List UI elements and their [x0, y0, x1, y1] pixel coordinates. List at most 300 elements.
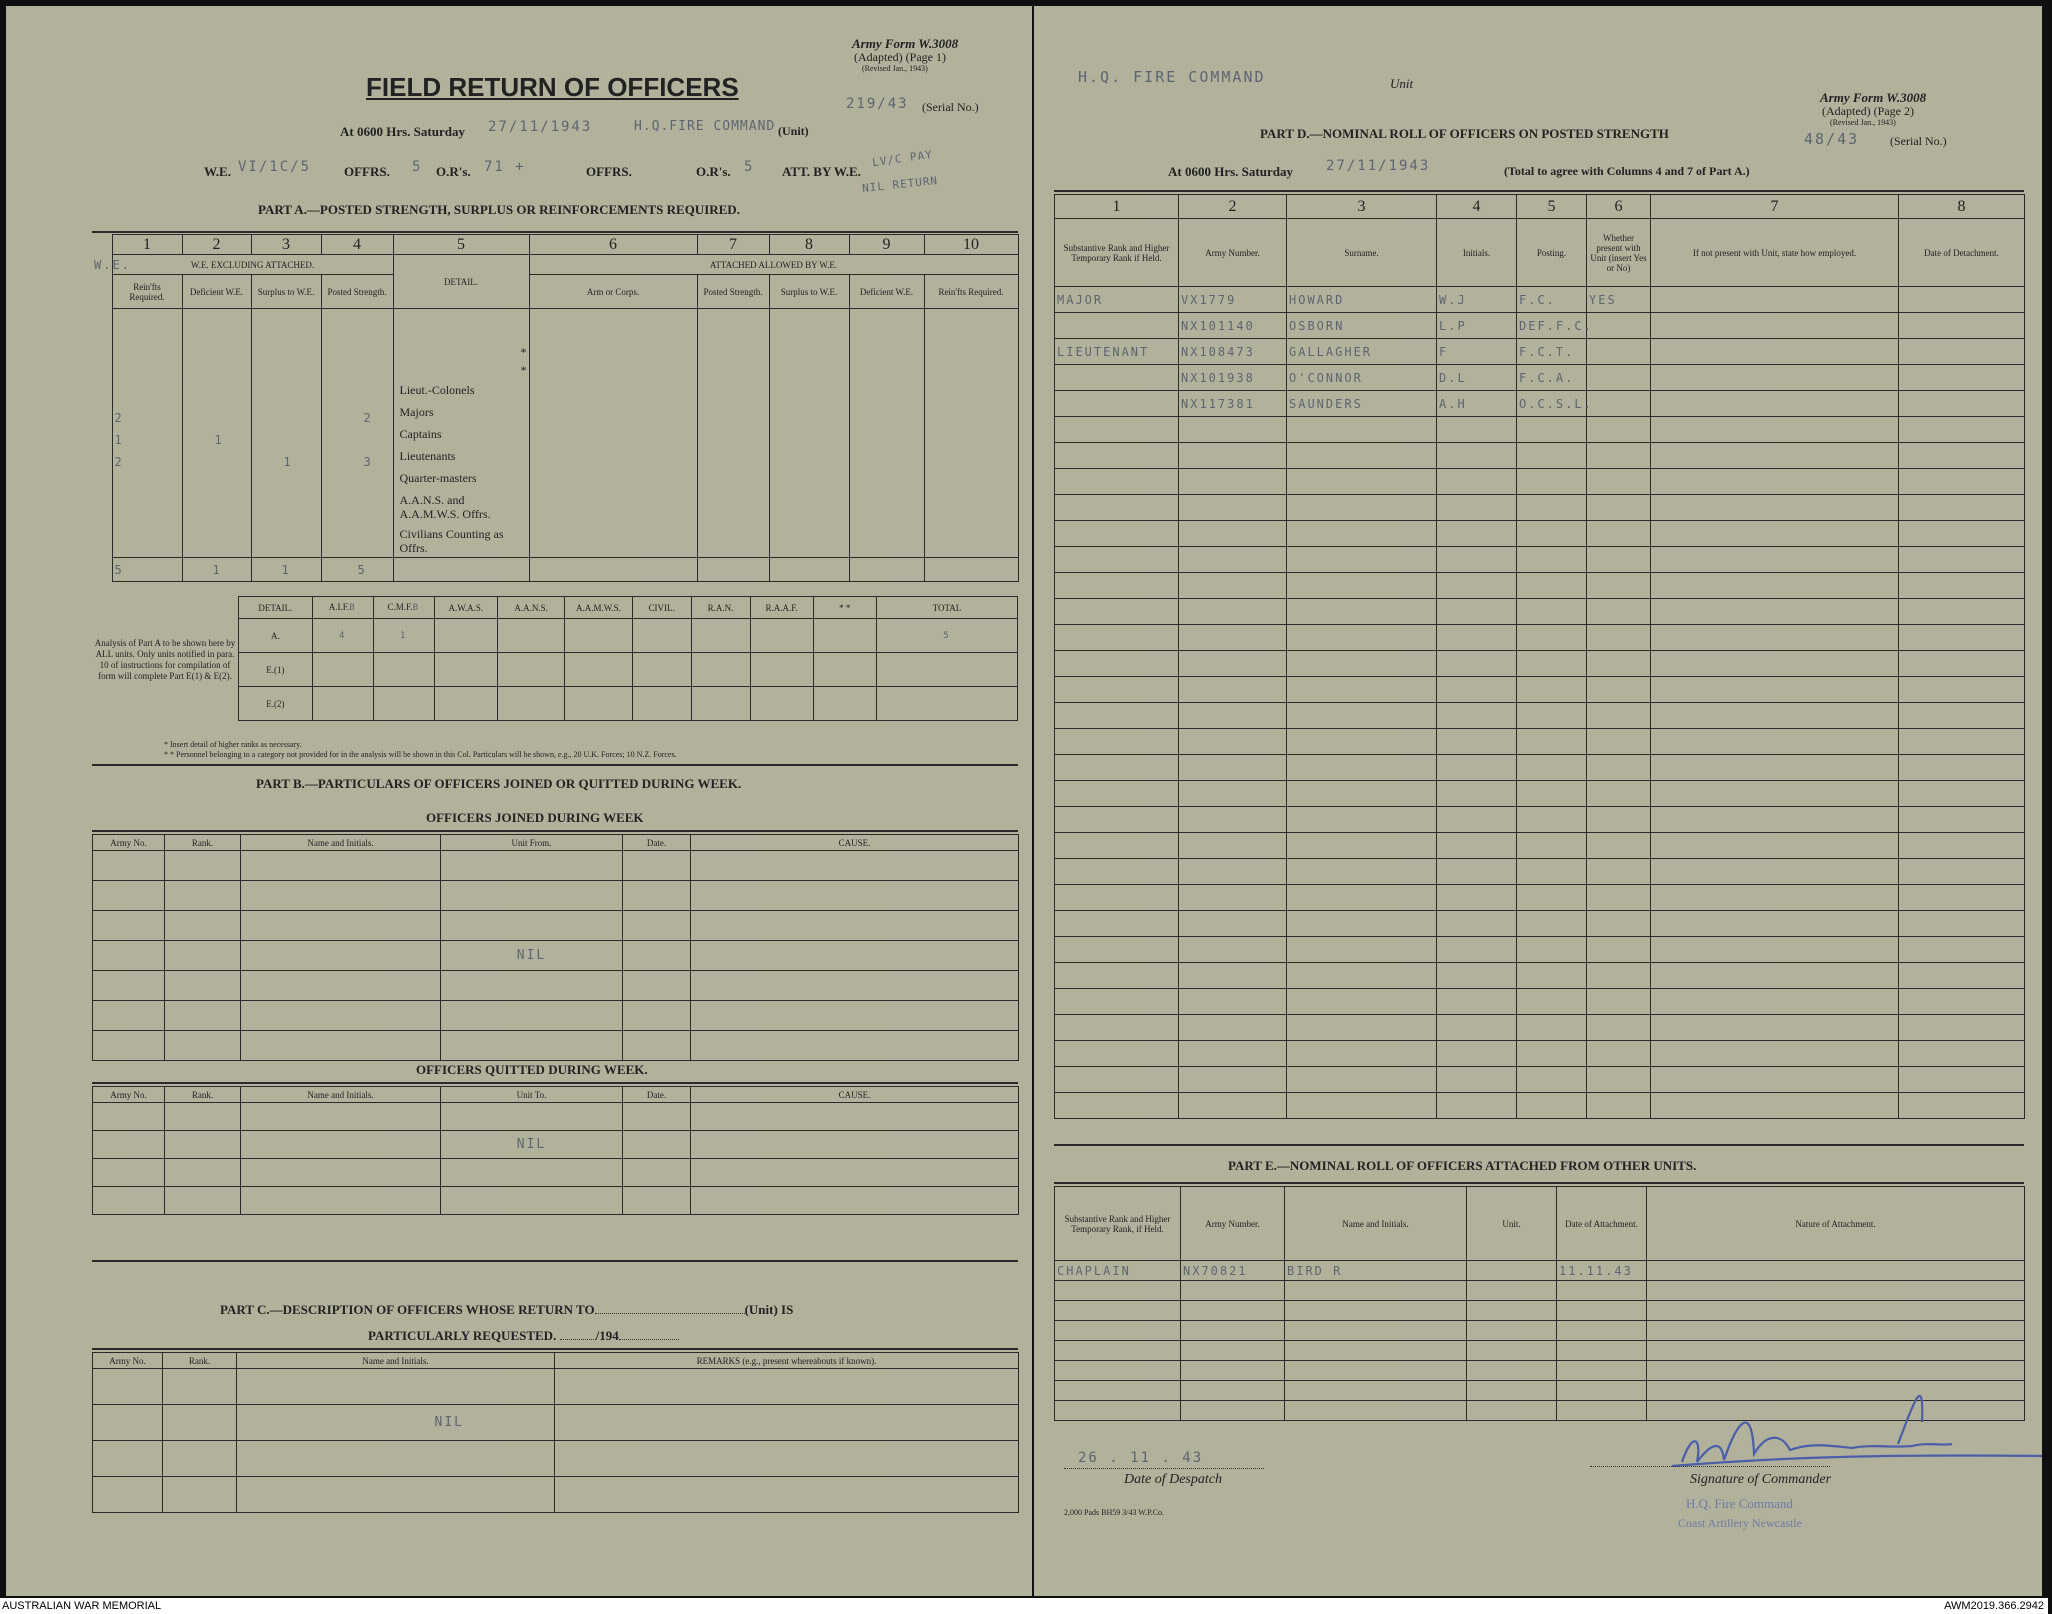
form-id: Army Form W.3008	[852, 36, 959, 51]
side-note-2: NIL RETURN	[861, 174, 939, 195]
part-d-cell	[1055, 547, 1179, 573]
part-d-cell	[1517, 989, 1587, 1015]
part-d-cell	[1055, 729, 1179, 755]
part-e-cell	[1647, 1321, 2025, 1341]
rank-label: Lieutenants	[399, 449, 456, 463]
part-d-row	[1055, 1093, 2025, 1119]
ors2-label: O.R's.	[696, 164, 731, 179]
part-c-head: REMARKS (e.g., present whereabouts if known).	[555, 1353, 1019, 1369]
part-d-cell	[1055, 859, 1179, 885]
part-e-cell	[1181, 1301, 1285, 1321]
part-d-cell	[1899, 703, 2025, 729]
part-d-cell	[1287, 755, 1437, 781]
col-num: 1	[112, 235, 182, 255]
part-d-cell	[1651, 1041, 1899, 1067]
part-d-cell	[1437, 963, 1517, 989]
detail-header: DETAIL.	[393, 255, 529, 309]
quitted-head: Name and Initials.	[241, 1087, 441, 1103]
part-d-cell	[1287, 781, 1437, 807]
joined-head: Unit From.	[441, 835, 623, 851]
joined-rule	[92, 830, 1018, 832]
part-d-cell	[1899, 625, 2025, 651]
part-e-head: Nature of Attachment.	[1647, 1187, 2025, 1261]
part-d-cell	[1651, 781, 1899, 807]
part-d-cell-number: NX117381	[1179, 391, 1287, 417]
part-d-cell	[1287, 677, 1437, 703]
part-d-cell	[1587, 573, 1651, 599]
part-d-cell	[1287, 1067, 1437, 1093]
part-d-cell	[1437, 547, 1517, 573]
col-head: Posted Strength.	[321, 275, 393, 309]
part-d-cell	[1179, 859, 1287, 885]
part-e-cell	[1557, 1341, 1647, 1361]
col-num: 9	[849, 235, 924, 255]
analysis-row: E.(1)	[239, 653, 313, 687]
part-d-cell	[1899, 573, 2025, 599]
part-d-row	[1055, 287, 2025, 313]
part-e-top-rule	[1054, 1182, 2024, 1184]
part-d-cell	[1287, 911, 1437, 937]
part-e-cell	[1181, 1341, 1285, 1361]
part-d-cell	[1287, 573, 1437, 599]
col-num: 10	[924, 235, 1018, 255]
part-d-cell	[1517, 651, 1587, 677]
col-num: 1	[1055, 195, 1179, 219]
part-d-cell	[1055, 521, 1179, 547]
part-d-row	[1055, 547, 2025, 573]
part-d-cell	[1517, 703, 1587, 729]
part-d-cell	[1517, 963, 1587, 989]
archive-item-id: AWM2019.366.2942	[1944, 1600, 2044, 1612]
part-d-cell-posting: DEF.F.C.	[1517, 313, 1587, 339]
part-d-cell	[1179, 651, 1287, 677]
part-d-cell	[1651, 1093, 1899, 1119]
part-d-cell	[1899, 963, 2025, 989]
part-d-cell	[1179, 729, 1287, 755]
col-head: Whether present with Unit (insert Yes or No)	[1587, 219, 1651, 287]
part-d-cell	[1899, 833, 2025, 859]
col-head: Rein'fts Required.	[112, 275, 182, 309]
part-d-cell	[1651, 937, 1899, 963]
part-d-cell	[1651, 963, 1899, 989]
part-d-cell	[1899, 365, 2025, 391]
part-c-nil: NIL	[237, 1405, 555, 1441]
part-d-cell-present	[1587, 365, 1651, 391]
part-b-bottom-rule	[92, 1260, 1018, 1262]
part-e-cell-name: BIRD R	[1285, 1261, 1467, 1281]
part-d-cell	[1651, 989, 1899, 1015]
part-c-title-1	[220, 1302, 793, 1318]
part-d-cell	[1587, 625, 1651, 651]
part-d-cell-number: NX108473	[1179, 339, 1287, 365]
part-d-title: PART D.—NOMINAL ROLL OF OFFICERS ON POSTED STRENGTH	[1260, 126, 1669, 141]
part-d-cell	[1287, 469, 1437, 495]
part-d-cell	[1055, 703, 1179, 729]
part-d-cell	[1587, 521, 1651, 547]
part-d-date: 27/11/1943	[1326, 158, 1431, 174]
part-d-cell	[1899, 287, 2025, 313]
part-d-cell	[1517, 755, 1587, 781]
part-e-cell	[1055, 1281, 1181, 1301]
part-a-bottom-rule	[92, 764, 1018, 766]
part-d-cell-initials: F	[1437, 339, 1517, 365]
part-e-cell	[1647, 1341, 2025, 1361]
part-d-cell	[1587, 469, 1651, 495]
unit-value: H.Q. FIRE COMMAND	[1078, 68, 1266, 86]
part-e-row	[1055, 1341, 2025, 1361]
col-num: 6	[529, 235, 697, 255]
part-d-row	[1055, 573, 2025, 599]
part-d-cell	[1587, 1067, 1651, 1093]
part-d-cell	[1437, 469, 1517, 495]
part-d-cell	[1517, 495, 1587, 521]
part-d-cell	[1899, 989, 2025, 1015]
part-d-row	[1055, 729, 2025, 755]
quitted-rule	[92, 1082, 1018, 1084]
part-d-cell	[1179, 443, 1287, 469]
part-d-cell	[1055, 807, 1179, 833]
quitted-table	[92, 1086, 1019, 1215]
part-d-cell	[1899, 417, 2025, 443]
part-d-cell	[1055, 417, 1179, 443]
part-a-table: 1 2 3 4 5 6 7 8 9 10 W.E. W.E. EXCLUDING ATTACHED. DETAIL. ATTACHED ALLOWED BY W.E. Rein'fts Required. Deficient W.E. Surplus to W.E. Posted Strength. Arm or Corps. Posted Strength. Surplus to W.E. Deficient W.E. Rein'fts Required. 2 1 2 1 1 2 3 * * Lieut.-Colonels Majors Captains Lieutenants Quarter-masters A.A.N.S. and A.A.M.W.S. Offrs. Civilians Counting as Offrs. 5 1 1 5	[92, 234, 1019, 582]
analysis-row: A.	[239, 619, 313, 653]
part-d-cell	[1287, 807, 1437, 833]
offrs-value: 5	[412, 159, 423, 175]
part-d-cell	[1899, 521, 2025, 547]
part-d-cell	[1899, 677, 2025, 703]
part-e-cell	[1557, 1301, 1647, 1321]
part-d-cell-surname: SAUNDERS	[1287, 391, 1437, 417]
part-d-cell	[1651, 885, 1899, 911]
part-d-row	[1055, 677, 2025, 703]
majors-we: 2	[114, 411, 124, 425]
part-d-cell	[1287, 937, 1437, 963]
part-e-cell	[1467, 1321, 1557, 1341]
col-head: Surname.	[1287, 219, 1437, 287]
archive-footer	[0, 1598, 2048, 1614]
part-d-cell	[1587, 703, 1651, 729]
part-d-cell	[1055, 495, 1179, 521]
aif-head-note: B	[349, 603, 357, 613]
part-d-cell	[1587, 651, 1651, 677]
part-b-title: PART B.—PARTICULARS OF OFFICERS JOINED OR QUITTED DURING WEEK.	[256, 776, 742, 791]
part-d-cell	[1437, 1067, 1517, 1093]
part-e-cell	[1181, 1321, 1285, 1341]
part-d-row	[1055, 313, 2025, 339]
part-e-cell	[1467, 1301, 1557, 1321]
part-e-cell	[1181, 1381, 1285, 1401]
part-e-row	[1055, 1281, 2025, 1301]
part-d-cell	[1179, 989, 1287, 1015]
part-d-cell	[1899, 807, 2025, 833]
part-d-cell	[1437, 495, 1517, 521]
form-revised: (Revised Jan., 1943)	[862, 64, 928, 73]
part-d-cell-rank	[1055, 313, 1179, 339]
form-adapted: (Adapted) (Page 2)	[1822, 104, 1914, 118]
rank-label: Majors	[399, 405, 434, 419]
part-d-cell	[1517, 1067, 1587, 1093]
part-d-cell-rank: MAJOR	[1055, 287, 1179, 313]
part-d-cell	[1179, 833, 1287, 859]
serial-number: 219/43	[846, 96, 909, 112]
part-d-cell	[1179, 417, 1287, 443]
part-e-cell	[1285, 1341, 1467, 1361]
part-d-cell	[1587, 755, 1651, 781]
part-e-cell	[1055, 1361, 1181, 1381]
part-d-cell	[1517, 417, 1587, 443]
part-d-cell	[1587, 677, 1651, 703]
part-d-row	[1055, 339, 2025, 365]
printer-note: 2,000 Pads BH59 3/43 W.P.Co.	[1064, 1508, 1165, 1517]
part-d-cell	[1179, 495, 1287, 521]
part-d-cell	[1587, 547, 1651, 573]
part-d-cell	[1651, 677, 1899, 703]
part-d-cell	[1587, 807, 1651, 833]
part-d-cell	[1587, 963, 1651, 989]
part-d-cell-rank: LIEUTENANT	[1055, 339, 1179, 365]
part-d-cell	[1517, 833, 1587, 859]
part-e-cell	[1285, 1381, 1467, 1401]
part-d-cell-surname: HOWARD	[1287, 287, 1437, 313]
part-e-cell-rank: CHAPLAIN	[1055, 1261, 1181, 1281]
col-head: Deficient W.E.	[849, 275, 924, 309]
part-d-cell	[1055, 755, 1179, 781]
part-d-cell	[1179, 469, 1287, 495]
part-d-cell	[1287, 625, 1437, 651]
part-d-cell	[1179, 885, 1287, 911]
part-e-head: Unit.	[1467, 1187, 1557, 1261]
part-d-cell	[1899, 885, 2025, 911]
quitted-title: OFFICERS QUITTED DURING WEEK.	[416, 1062, 648, 1077]
part-d-cell	[1437, 937, 1517, 963]
part-c-title-2	[368, 1328, 679, 1344]
part-d-cell	[1179, 755, 1287, 781]
col-head: Surplus to W.E.	[251, 275, 321, 309]
part-e-cell	[1285, 1301, 1467, 1321]
part-e-head: Substantive Rank and Higher Temporary Rank, if Held.	[1055, 1187, 1181, 1261]
part-d-cell-surname: O'CONNOR	[1287, 365, 1437, 391]
part-c-rule	[92, 1348, 1018, 1350]
cmf-count: 1	[373, 619, 434, 653]
part-d-row	[1055, 365, 2025, 391]
part-d-cell-present	[1587, 313, 1651, 339]
part-d-row	[1055, 1067, 2025, 1093]
col-num: 8	[769, 235, 849, 255]
part-d-cell	[1055, 989, 1179, 1015]
joined-title: OFFICERS JOINED DURING WEEK	[426, 810, 644, 825]
part-e-cell	[1055, 1321, 1181, 1341]
part-d-cell	[1899, 547, 2025, 573]
despatch-date: 26 . 11 . 43	[1078, 1450, 1204, 1466]
part-c-head: Name and Initials.	[237, 1353, 555, 1369]
part-d-row	[1055, 1015, 2025, 1041]
part-d-cell	[1899, 781, 2025, 807]
part-e-cell-number: NX70821	[1181, 1261, 1285, 1281]
part-d-cell	[1899, 1093, 2025, 1119]
part-d-cell	[1651, 625, 1899, 651]
part-d-cell-rank	[1055, 391, 1179, 417]
part-d-cell	[1899, 313, 2025, 339]
we-margin-note: W.E.	[94, 257, 131, 272]
part-c-head: Army No.	[93, 1353, 163, 1369]
part-d-cell-initials: L.P	[1437, 313, 1517, 339]
total-we: 5	[112, 558, 182, 582]
part-d-cell	[1179, 547, 1287, 573]
part-d-cell	[1587, 417, 1651, 443]
part-d-cell	[1055, 781, 1179, 807]
part-e-cell	[1055, 1341, 1181, 1361]
footnote-1: * Insert detail of higher ranks as necessary.	[164, 740, 302, 749]
part-d-cell	[1651, 859, 1899, 885]
part-d-cell	[1651, 651, 1899, 677]
part-d-cell	[1899, 755, 2025, 781]
part-d-cell	[1587, 1041, 1651, 1067]
part-d-cell	[1587, 599, 1651, 625]
part-d-cell	[1517, 469, 1587, 495]
total-posted: 5	[321, 558, 393, 582]
part-d-cell	[1899, 495, 2025, 521]
analysis-head: DETAIL.	[239, 597, 313, 619]
part-e-cell	[1467, 1281, 1557, 1301]
col-head: Substantive Rank and Higher Temporary Rank if Held.	[1055, 219, 1179, 287]
col-num: 2	[182, 235, 251, 255]
part-d-cell	[1179, 599, 1287, 625]
part-e-cell	[1055, 1381, 1181, 1401]
part-d-row	[1055, 651, 2025, 677]
part-d-cell-rank	[1055, 365, 1179, 391]
part-d-cell	[1517, 781, 1587, 807]
part-e-cell	[1285, 1401, 1467, 1421]
part-d-cell	[1437, 521, 1517, 547]
we-label: W.E.	[204, 164, 231, 179]
cmf-head-note: B	[412, 603, 420, 613]
analysis-row: E.(2)	[239, 687, 313, 721]
col-num: 7	[1651, 195, 1899, 219]
part-e-cell	[1181, 1361, 1285, 1381]
page-title: FIELD RETURN OF OFFICERS	[366, 72, 739, 102]
aif-count: 4	[312, 619, 373, 653]
col-head: Army Number.	[1179, 219, 1287, 287]
rank-label: Lieut.-Colonels	[399, 383, 475, 397]
we-excluding-header: W.E. EXCLUDING ATTACHED.	[112, 255, 393, 275]
quitted-head: Unit To.	[441, 1087, 623, 1103]
part-d-cell	[1287, 495, 1437, 521]
part-d-cell	[1437, 729, 1517, 755]
part-d-cell	[1437, 703, 1517, 729]
offrs2-label: OFFRS.	[586, 164, 632, 179]
col-num: 5	[393, 235, 529, 255]
part-d-cell	[1651, 443, 1899, 469]
part-d-cell	[1437, 599, 1517, 625]
part-d-cell	[1179, 807, 1287, 833]
part-d-cell	[1055, 963, 1179, 989]
part-d-cell	[1517, 547, 1587, 573]
col-num: 6	[1587, 195, 1651, 219]
quitted-head: Army No.	[93, 1087, 165, 1103]
part-d-cell	[1055, 599, 1179, 625]
total-surplus: 1	[251, 558, 321, 582]
part-d-cell	[1287, 443, 1437, 469]
part-e-cell	[1285, 1321, 1467, 1341]
part-d-cell	[1055, 833, 1179, 859]
part-e-cell	[1181, 1401, 1285, 1421]
part-d-row	[1055, 807, 2025, 833]
part-d-cell-present	[1587, 391, 1651, 417]
part-d-cell	[1899, 339, 2025, 365]
part-e-cell-date: 11.11.43	[1557, 1261, 1647, 1281]
part-d-cell	[1587, 989, 1651, 1015]
col-head: Initials.	[1437, 219, 1517, 287]
part-e-cell	[1285, 1281, 1467, 1301]
part-d-cell	[1651, 287, 1899, 313]
part-d-row	[1055, 755, 2025, 781]
part-d-cell-present: YES	[1587, 287, 1651, 313]
part-e-row	[1055, 1261, 2025, 1281]
part-d-total-note: (Total to agree with Columns 4 and 7 of Part A.)	[1504, 164, 1750, 178]
part-d-cell	[1651, 547, 1899, 573]
part-d-cell	[1517, 937, 1587, 963]
col-head: Deficient W.E.	[182, 275, 251, 309]
form-revised: (Revised Jan., 1943)	[1830, 118, 1896, 127]
part-c-table	[92, 1352, 1019, 1513]
part-d-cell	[1517, 885, 1587, 911]
part-e-cell	[1055, 1401, 1181, 1421]
part-d-cell	[1899, 1067, 2025, 1093]
side-note-1: LV/C PAY	[871, 147, 934, 170]
quitted-head: Rank.	[165, 1087, 241, 1103]
part-d-cell	[1437, 625, 1517, 651]
part-d-cell	[1055, 1093, 1179, 1119]
part-d-cell	[1055, 937, 1179, 963]
analysis-table	[238, 596, 1018, 721]
part-d-cell	[1437, 1041, 1517, 1067]
part-d-cell	[1437, 885, 1517, 911]
part-c-unit-label: (Unit) IS	[744, 1302, 794, 1317]
part-d-cell	[1651, 911, 1899, 937]
part-d-cell	[1179, 1067, 1287, 1093]
part-d-cell	[1287, 521, 1437, 547]
part-d-body	[1055, 287, 2025, 1119]
part-d-cell	[1651, 703, 1899, 729]
part-d-cell	[1055, 573, 1179, 599]
part-d-cell	[1287, 859, 1437, 885]
part-d-cell	[1517, 625, 1587, 651]
attached-allowed-header: ATTACHED ALLOWED BY W.E.	[529, 255, 1018, 275]
part-d-row	[1055, 937, 2025, 963]
part-d-cell	[1517, 1015, 1587, 1041]
part-d-at-label: At 0600 Hrs. Saturday	[1168, 164, 1293, 179]
part-d-cell	[1437, 1015, 1517, 1041]
at-label: At 0600 Hrs. Saturday	[340, 124, 465, 139]
part-e-cell	[1557, 1281, 1647, 1301]
quitted-head: Date.	[623, 1087, 691, 1103]
part-d-cell	[1287, 547, 1437, 573]
quitted-head: CAUSE.	[691, 1087, 1019, 1103]
rank-label: A.A.N.S. and A.A.M.W.S. Offrs.	[399, 493, 491, 521]
part-d-cell	[1287, 885, 1437, 911]
form-adapted: (Adapted) (Page 1)	[854, 50, 946, 64]
part-d-cell	[1517, 599, 1587, 625]
part-e-cell	[1647, 1281, 2025, 1301]
part-d-cell-initials: A.H	[1437, 391, 1517, 417]
part-d-cell-number: NX101938	[1179, 365, 1287, 391]
part-d-cell	[1055, 625, 1179, 651]
part-e-head: Army Number.	[1181, 1187, 1285, 1261]
part-d-cell	[1437, 807, 1517, 833]
part-d-row	[1055, 599, 2025, 625]
part-c-requested: PARTICULARLY REQUESTED.	[368, 1328, 557, 1343]
